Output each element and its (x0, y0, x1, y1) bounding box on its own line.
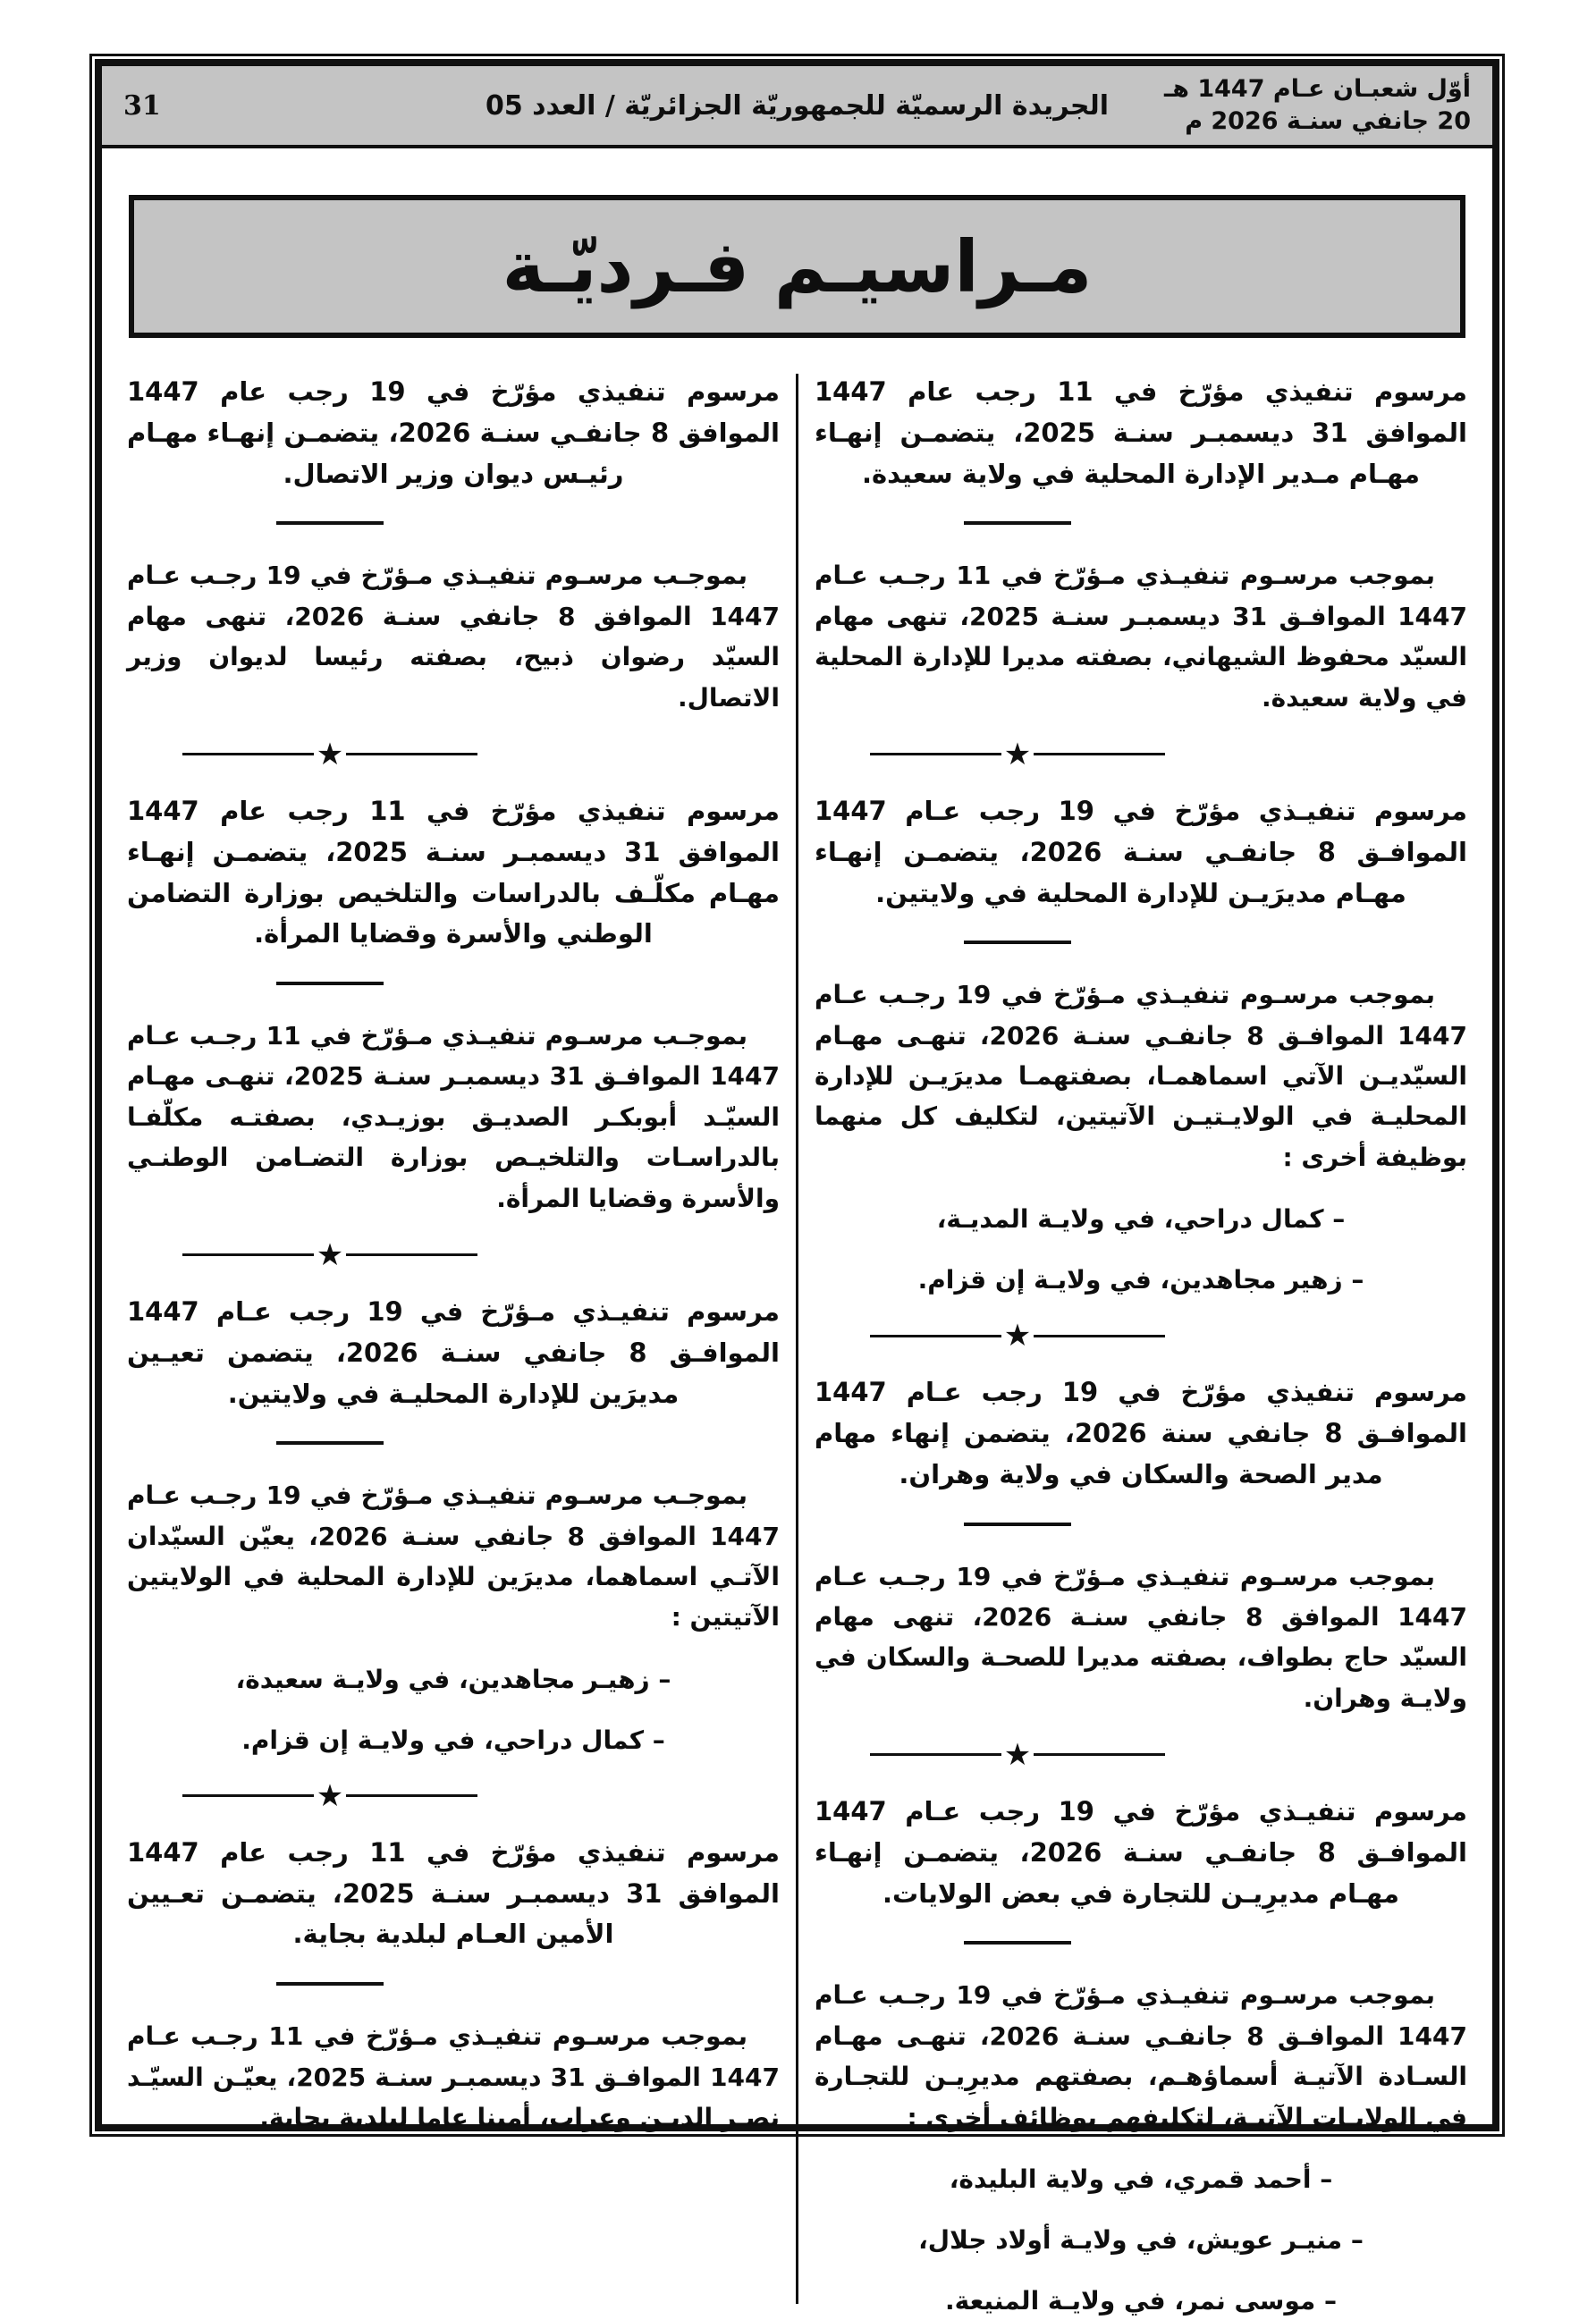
decree (127, 791, 780, 1219)
decree (815, 1372, 1467, 1718)
decree (127, 1292, 780, 1759)
star-icon: ★ (316, 1777, 344, 1814)
decree-title: مرسوم تنفيذي مؤرّخ في 11 رجب عام 1447 الموافق 31 ديسمبـر سنـة 2025، يتضمـن إنهـاء مهـام مـدير الإدارة المحلية في ولاية سعيدة. (815, 376, 1467, 489)
page-frame-inner (95, 59, 1499, 2316)
star-icon: ★ (1003, 736, 1032, 772)
title-separator (964, 941, 1071, 944)
appointee-item: – كمال دراحي، في ولايـة إن قزام. (241, 1725, 665, 1755)
separator-bar (346, 1794, 477, 1797)
appointee-item: – زهير مجاهدين، في ولايـة إن قزام. (917, 1265, 1364, 1295)
appointee-item: – كمال دراحي، في ولايـة المديـة، (936, 1204, 1346, 1235)
column-left (111, 372, 796, 2320)
decree (815, 791, 1467, 1299)
title-separator (276, 1982, 384, 1986)
page-frame-outer (89, 54, 1505, 2316)
decree-body: بموجب مرسـوم تنفيـذي مـؤرّخ في 11 رجـب عـام 1447 الموافـق 31 ديسمبـر سنـة 2025، تنهى مهام السيّد محفوظ الشيهاني، بصفته مديرا للإدارة المحلية في ولاية سعيدة. (815, 561, 1467, 713)
page-number: 31 (123, 89, 161, 122)
separator-bar (346, 753, 477, 755)
decree-body: بموجـب مرسـوم تنفيـذي مـؤرّخ في 19 رجـب عـام 1447 الموافق 8 جانفي سنـة 2026، يعيّن السيّدان الآتـي اسماهما، مديرَين للإدارة المحلية في الولايتين الآتيتين : (127, 1481, 781, 1632)
star-separator (870, 1736, 1165, 1773)
star-separator (182, 736, 477, 772)
journal-title: الجريدة الرسميّة للجمهوريّة الجزائريّة / العدد 05 (485, 89, 1110, 122)
decree (127, 372, 780, 718)
title-separator (964, 1523, 1071, 1526)
decree-title: مرسوم تنفيذي مؤرّخ في 19 رجب عـام 1447 الموافـق 8 جانفي سنة 2026، يتضمن إنهاء مهام مدير الصحة والسكان في ولاية وهران. (815, 1377, 1467, 1489)
separator-bar (870, 1335, 1001, 1337)
decree-title: مرسوم تنفيـذي مـؤرّخ في 19 رجب عـام 1447 الموافـق 8 جانفي سنـة 2026، يتضمن تعيـين مديرَين للإدارة المحليـة في ولايتين. (127, 1295, 780, 1409)
journal-header (102, 66, 1492, 148)
appointee-item: – أحمد قمري، في ولاية البليدة، (949, 2164, 1333, 2194)
star-separator (182, 1236, 477, 1273)
decree-title: مرسوم تنفيذي مؤرّخ في 19 رجب عام 1447 الموافق 8 جانفـي سنـة 2026، يتضمـن إنهـاء مهـام رئيـس ديوان وزير الاتصال. (127, 376, 780, 489)
decree-title: مرسوم تنفيذي مؤرّخ في 11 رجب عام 1447 الموافق 31 ديسمبـر سنـة 2025، يتضمـن تعـيين الأمين العـام لبلدية بجاية. (127, 1836, 780, 1950)
title-separator (276, 1441, 384, 1445)
decree (815, 372, 1467, 718)
separator-bar (870, 1753, 1001, 1756)
column-divider (796, 374, 798, 2304)
hijri-date: أوّل شعبـان عـام 1447 هـ (1163, 74, 1471, 103)
star-icon: ★ (1003, 1318, 1032, 1354)
star-separator (182, 1777, 477, 1814)
decree-body: بموجب مرسـوم تنفيـذي مـؤرّخ في 19 رجـب عـام 1447 الموافـق 8 جانفـي سنـة 2026، تنهـى مهـام السيّديـن الآتي اسماهمـا، بصفتهمـا مديرَيـن للإدارة المحليـة في الولايـتيـن الآتيتين، لتكليف كل منهما بوظيفة أخرى : (815, 980, 1467, 1172)
appointee-item: – زهيـر مجاهدين، في ولايـة سعيدة، (235, 1664, 671, 1694)
separator-bar (346, 1253, 477, 1256)
decree-title: مرسوم تنفيـذي مؤرّخ في 19 رجب عـام 1447 الموافـق 8 جانفـي سنـة 2026، يتضمـن إنهـاء مهـام مديرِيـن للتجارة في بعض الولايات. (815, 1795, 1467, 1909)
title-separator (964, 521, 1071, 525)
decree-body: بموجـب مرسـوم تنفيـذي مـؤرّخ في 19 رجـب عـام 1447 الموافق 8 جانفي سنـة 2026، تنهى مهام السيّد رضوان ذبيح، بصفته رئيسا لديوان وزير الاتصال. (127, 561, 781, 713)
separator-bar (182, 1794, 314, 1797)
separator-bar (1034, 1335, 1165, 1337)
gregorian-date: 20 جانفي سنـة 2026 م (1185, 107, 1471, 135)
decree-title: مرسوم تنفيـذي مؤرّخ في 19 رجب عـام 1447 الموافـق 8 جانفـي سنـة 2026، يتضمـن إنهـاء مهـام مديرَيـن للإدارة المحلية في ولايتين. (815, 795, 1467, 908)
decree (815, 1792, 1467, 2320)
star-separator (870, 736, 1165, 772)
separator-bar (870, 753, 1001, 755)
column-right (798, 372, 1483, 2320)
decree-body: بموجب مرسـوم تنفيـذي مـؤرّخ في 11 رجـب عـام 1447 الموافـق 31 ديسمبـر سنـة 2025، يعيّـن السيّـد نصـر الديـن وعراب، أمينا عاما لبلدية بجاية. (127, 2021, 780, 2132)
star-icon: ★ (316, 1236, 344, 1273)
title-separator (276, 982, 384, 985)
star-icon: ★ (316, 736, 344, 772)
decree-title: مرسوم تنفيذي مؤرّخ في 11 رجب عام 1447 الموافق 31 ديسمبـر سنـة 2025، يتضمـن إنهـاء مهـام مكلّـف بالدراسات والتلخيص بوزارة التضامن الوطني والأسرة وقضايا المرأة. (127, 795, 780, 949)
title-separator (276, 521, 384, 525)
title-separator (964, 1941, 1071, 1945)
star-separator (870, 1318, 1165, 1354)
appointee-item: – منيـر عويش، في ولايـة أولاد جلال، (918, 2224, 1364, 2255)
header-dates (1118, 73, 1471, 139)
separator-bar (1034, 753, 1165, 755)
decree-body: بموجب مرسـوم تنفيـذي مـؤرّخ في 19 رجـب عـام 1447 الموافـق 8 جانفـي سنـة 2026، تنهـى مهـام السـادة الآتيـة أسماؤهـم، بصفتهم مديرِيـن للتجـارة في الولايـات الآتيـة، لتكليفهم بوظائف أخرى : (815, 1980, 1467, 2132)
columns-area (102, 338, 1492, 2320)
star-icon: ★ (1003, 1736, 1032, 1773)
decree (127, 1833, 780, 2139)
section-title-box (129, 195, 1465, 338)
separator-bar (1034, 1753, 1165, 1756)
section-title: مـراسيـم فـرديّـة (502, 224, 1093, 308)
decree-body: بموجـب مرسـوم تنفيـذي مـؤرّخ في 11 رجـب عـام 1447 الموافـق 31 ديسمبـر سنـة 2025، تنهـى مهـام السيّـد أبوبكـر الصديـق بوزيـدي، بصفتـه مكلّفـا بالدراسـات والتلخيـص بوزارة التضـامن الوطنـي والأسرة وقضايا المرأة. (127, 1021, 780, 1213)
separator-bar (182, 753, 314, 755)
decree-body: بموجب مرسـوم تنفيـذي مـؤرّخ في 19 رجـب عـام 1447 الموافق 8 جانفي سنـة 2026، تنهى مهام السيّد حاج بطواف، بصفته مديرا للصحـة والسكان في ولايـة وهران. (815, 1561, 1468, 1713)
appointee-item: – موسى نمر، في ولايـة المنيعة. (945, 2285, 1337, 2316)
separator-bar (182, 1253, 314, 1256)
